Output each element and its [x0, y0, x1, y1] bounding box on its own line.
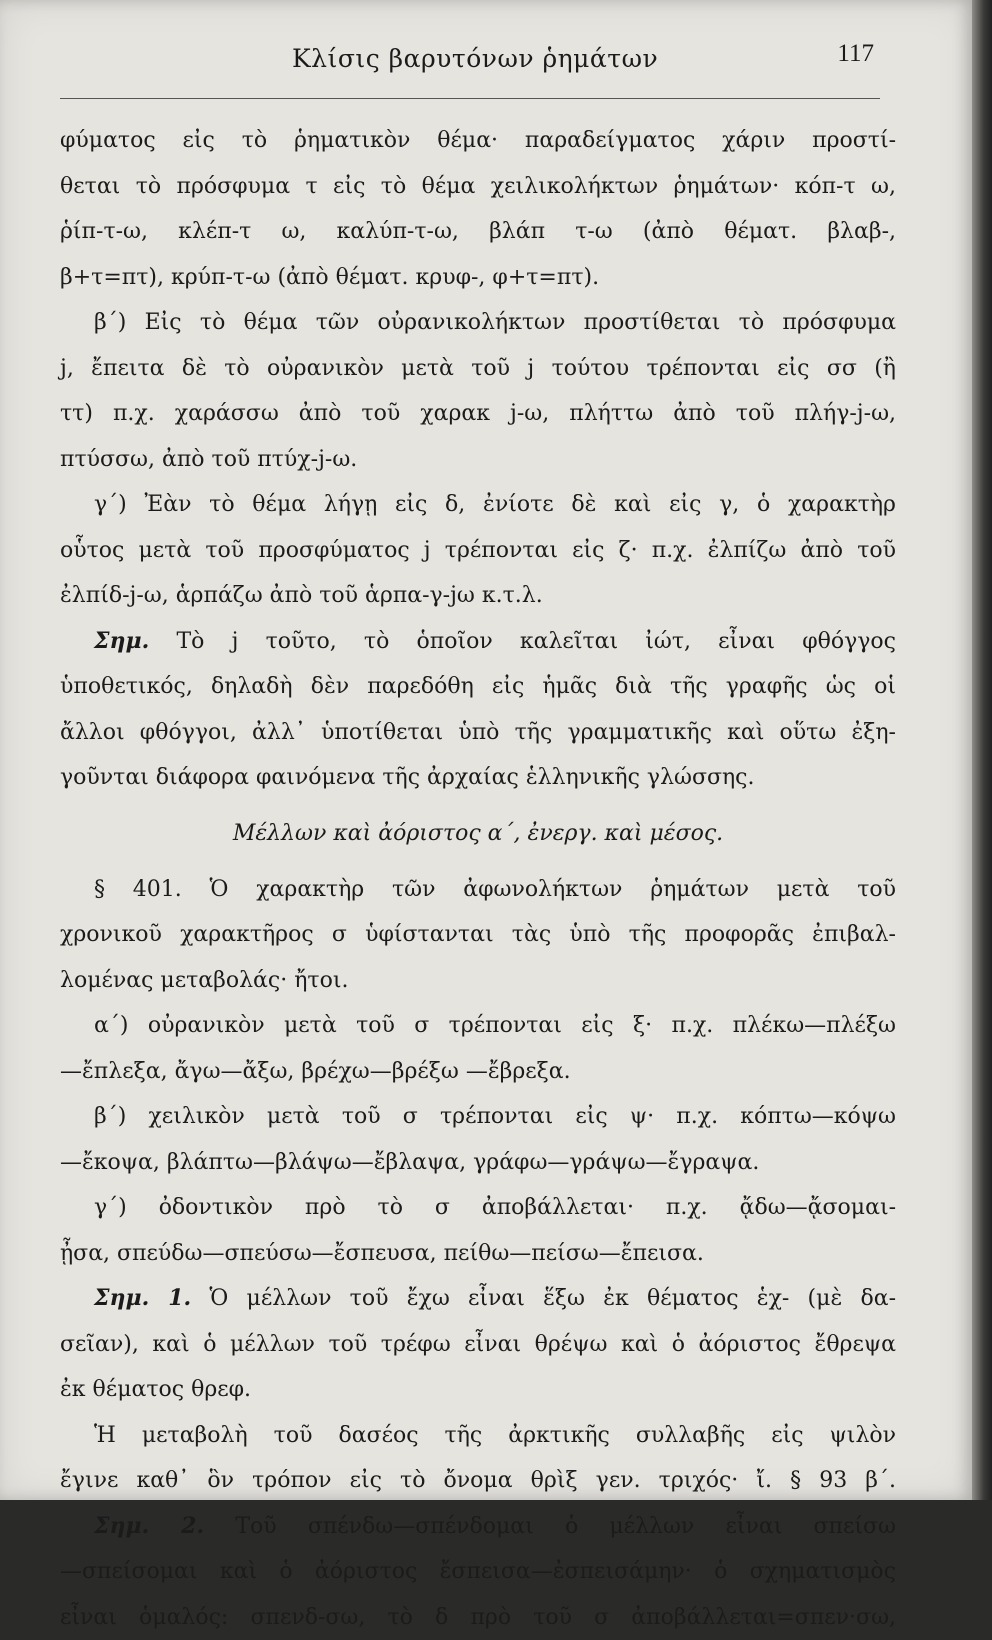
- line-text: οὗτος μετὰ τοῦ προσφύματος j τρέπονται εἰς ζ· π.χ. ἐλπίζω ἀπὸ τοῦ: [60, 538, 896, 563]
- text-line: [60, 867, 896, 913]
- running-title: Κλίσις βαρυτόνων ῥημάτων: [292, 44, 658, 73]
- note-marker: Σημ. 1.: [94, 1285, 191, 1311]
- line-text: ἔγινε καθ᾽ ὃν τρόπον εἰς τὸ ὄνομα θρὶξ γεν. τριχός· ἴ. § 93 β΄.: [60, 1468, 896, 1493]
- text-line: [60, 1094, 896, 1140]
- line-text: σεῖαν), καὶ ὁ μέλλων τοῦ τρέφω εἶναι θρέψω καὶ ὁ ἀόριστος ἔθρεψα: [60, 1332, 896, 1357]
- line-text: Ὁ μέλλων τοῦ ἔχω εἶναι ἕξω ἐκ θέματος ἑχ- (μὲ δα-: [191, 1286, 896, 1311]
- line-text: ὑποθετικός, δηλαδὴ δὲν παρεδόθη εἰς ἡμᾶς διὰ τῆς γραφῆς ὡς οἱ: [60, 674, 896, 699]
- page-edge: [972, 0, 992, 1500]
- text-line: [60, 118, 896, 164]
- text-line: [60, 482, 896, 528]
- text-line: [60, 1231, 896, 1277]
- running-head: [60, 40, 880, 90]
- line-text: j, ἔπειτα δὲ τὸ οὐρανικὸν μετὰ τοῦ j τούτου τρέπονται εἰς σσ (ἢ: [60, 356, 896, 381]
- line-text: —ἔκοψα, βλάπτω—βλάψω—ἔβλαψα, γράφω—γράψω—ἔγραψα.: [60, 1150, 759, 1175]
- line-text: Τὸ j τοῦτο, τὸ ὁποῖον καλεῖται ἰώτ, εἶναι φθόγγος: [149, 629, 896, 654]
- text-line: [60, 1413, 896, 1459]
- text-line: [60, 528, 896, 574]
- line-text: γ΄) ὀδοντικὸν πρὸ τὸ σ ἀποβάλλεται· π.χ. ᾄδω—ᾄσομαι-: [94, 1195, 896, 1220]
- text-line: [60, 391, 896, 437]
- text-line: [60, 619, 896, 665]
- text-line: [60, 710, 896, 756]
- line-text: α΄) οὐρανικὸν μετὰ τοῦ σ τρέπονται εἰς ξ· π.χ. πλέκω—πλέξω: [94, 1013, 896, 1038]
- text-line: [60, 1003, 896, 1049]
- line-text: β΄) χειλικὸν μετὰ τοῦ σ τρέπονται εἰς ψ· π.χ. κόπτω—κόψω: [94, 1104, 896, 1129]
- line-text: ῥίπ-τ-ω, κλέπ-τ ω, καλύπ-τ-ω, βλάπ τ-ω (ἀπὸ θέματ. βλαβ-,: [60, 219, 896, 244]
- line-text: —σπείσομαι καὶ ὁ ἀόριστος ἔσπεισα—ἐσπεισάμην· ὁ σχηματισμὸς: [60, 1559, 896, 1584]
- line-text: γ΄) Ἐὰν τὸ θέμα λήγῃ εἰς δ, ἐνίοτε δὲ καὶ εἰς γ, ὁ χαρακτὴρ: [94, 492, 896, 517]
- text-line: [60, 958, 896, 1004]
- text-line: [60, 346, 896, 392]
- text-line: [60, 755, 896, 801]
- text-line: [60, 1458, 896, 1504]
- note-marker: Σημ. 2.: [94, 1513, 204, 1539]
- text-line: [60, 1276, 896, 1322]
- line-text: εἶναι ὁμαλός: σπενδ-σω, τὸ δ πρὸ τοῦ σ ἀποβάλλεται=σπεν·σω,: [60, 1605, 896, 1630]
- line-text: ττ) π.χ. χαράσσω ἀπὸ τοῦ χαρακ j-ω, πλήττω ἀπὸ τοῦ πλήγ-j-ω,: [60, 401, 896, 426]
- line-text: § 401. Ὁ χαρακτὴρ τῶν ἀφωνολήκτων ῥημάτων μετὰ τοῦ: [94, 877, 896, 902]
- text-line: [60, 255, 896, 301]
- text-line: [60, 164, 896, 210]
- line-text: ἄλλοι φθόγγοι, ἀλλ᾽ ὑποτίθεται ὑπὸ τῆς γραμματικῆς καὶ οὕτω ἐξη-: [60, 720, 896, 745]
- text-line: [60, 1049, 896, 1095]
- note-marker: Σημ.: [94, 628, 149, 654]
- header-rule: [60, 98, 880, 99]
- text-line: [60, 1185, 896, 1231]
- text-line: [60, 1367, 896, 1413]
- line-text: ἐλπίδ-j-ω, ἁρπάζω ἀπὸ τοῦ ἁρπα-γ-jω κ.τ.λ.: [60, 583, 543, 608]
- text-line: [60, 1322, 896, 1368]
- text-line: [60, 209, 896, 255]
- line-text: πτύσσω, ἀπὸ τοῦ πτύχ-j-ω.: [60, 447, 357, 472]
- text-line: [60, 1549, 896, 1595]
- line-text: Ἡ μεταβολὴ τοῦ δασέος τῆς ἀρκτικῆς συλλαβῆς εἰς ψιλὸν: [94, 1423, 896, 1448]
- line-text: Τοῦ σπένδω—σπένδομαι ὁ μέλλων εἶναι σπείσω: [204, 1514, 896, 1539]
- line-text: θεται τὸ πρόσφυμα τ εἰς τὸ θέμα χειλικολήκτων ῥημάτων· κόπ-τ ω,: [60, 174, 896, 199]
- text-line: [60, 437, 896, 483]
- text-line: [60, 664, 896, 710]
- text-line: [60, 1504, 896, 1550]
- line-text: Μέλλων καὶ ἀόριστος α΄, ἐνεργ. καὶ μέσος.: [233, 821, 723, 846]
- line-text: γοῦνται διάφορα φαινόμενα τῆς ἀρχαίας ἑλληνικῆς γλώσσης.: [60, 765, 755, 790]
- text-line: [60, 1140, 896, 1186]
- line-text: β΄) Εἰς τὸ θέμα τῶν οὐρανικολήκτων προστίθεται τὸ πρόσφυμα: [94, 310, 896, 335]
- line-text: β+τ=πτ), κρύπ-τ-ω (ἀπὸ θέματ. κρυφ-, φ+τ=πτ).: [60, 265, 599, 290]
- body-text: [60, 118, 896, 1640]
- text-line: [60, 573, 896, 619]
- text-line: [60, 300, 896, 346]
- text-line: [60, 1595, 896, 1640]
- line-text: —ἔπλεξα, ἄγω—ἄξω, βρέχω—βρέξω —ἔβρεξα.: [60, 1059, 571, 1084]
- line-text: ἐκ θέματος θρεφ.: [60, 1377, 251, 1402]
- line-text: χρονικοῦ χαρακτῆρος σ ὑφίστανται τὰς ὑπὸ τῆς προφορᾶς ἐπιβαλ-: [60, 922, 896, 947]
- line-text: φύματος εἰς τὸ ῥηματικὸν θέμα· παραδείγματος χάριν προστί-: [60, 128, 896, 153]
- line-text: λομένας μεταβολάς· ἤτοι.: [60, 968, 348, 993]
- section-heading: [60, 801, 896, 867]
- line-text: ᾖσα, σπεύδω—σπεύσω—ἔσπευσα, πείθω—πείσω—ἔπεισα.: [60, 1241, 704, 1266]
- page-number: 117: [837, 40, 874, 68]
- text-line: [60, 912, 896, 958]
